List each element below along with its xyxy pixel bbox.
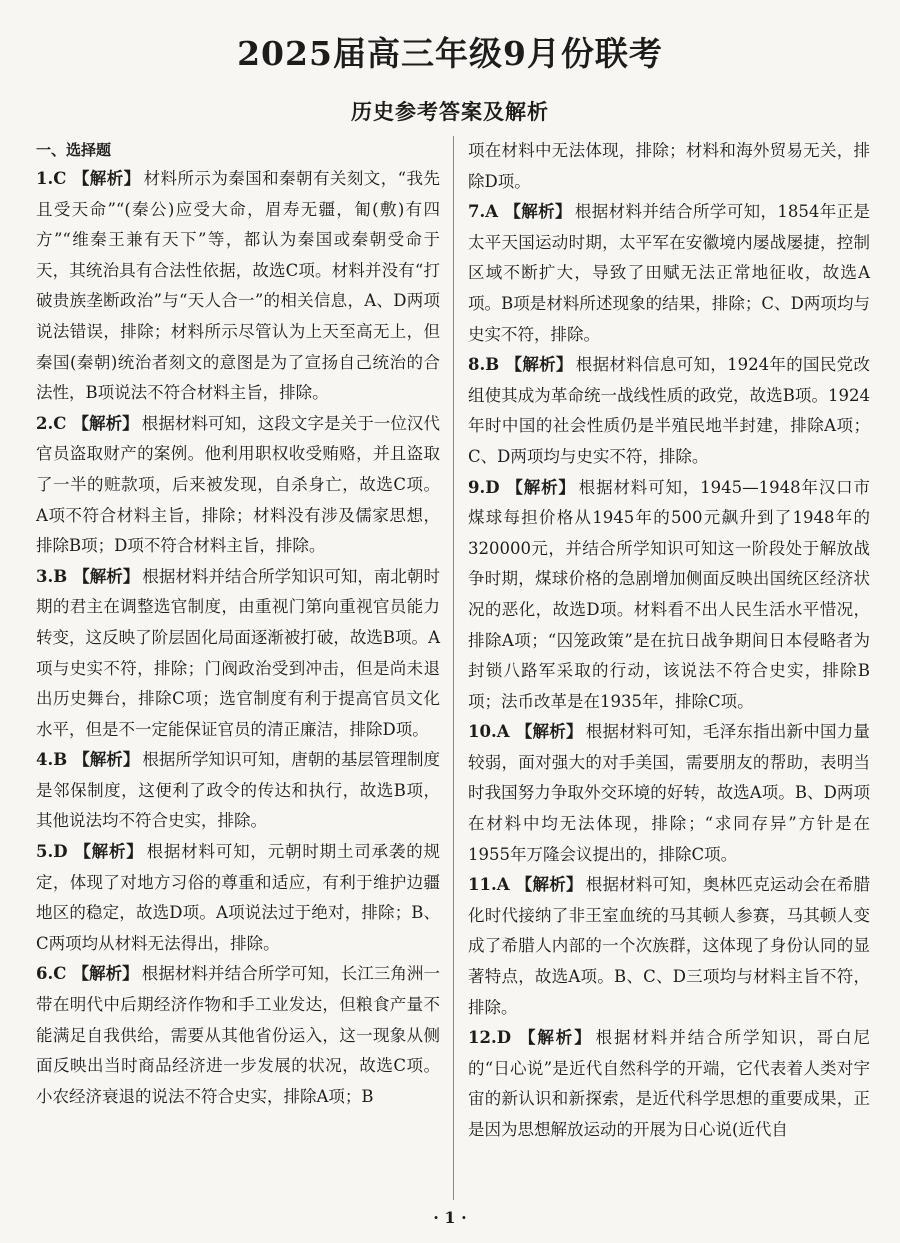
answer-item: [468, 1023, 870, 1145]
answer-letter: B: [485, 355, 500, 375]
answer-letter: C: [53, 169, 67, 188]
answer-letter: A: [496, 722, 510, 742]
analysis-text: 根据材料信息可知，1924年的国民党改组使其成为革命统一战线性质的政党，故选B项。1924年时中国的社会性质仍是半殖民地半封建，排除A项；C、D两项均与史实不符，排除。: [468, 355, 870, 466]
answer-letter: C: [53, 964, 67, 984]
question-number: 1.: [36, 169, 54, 188]
answer-letter: B: [53, 566, 68, 586]
document-subtitle: 历史参考答案及解析: [351, 99, 549, 124]
analysis-text: 根据材料可知，元朝时期土司承袭的规定，体现了对地方习俗的尊重和适应，有利于维护边疆地区的稳定，故选D项。A项说法过于绝对，排除；B、C两项均从材料无法得出，排除。: [36, 842, 441, 953]
answer-item: [468, 197, 870, 350]
page-number: · 1 ·: [433, 1208, 467, 1227]
analysis-text: 材料所示为秦国和秦朝有关刻文，“我先且受天命”“(秦公)应受大命，眉寿无疆，匍(敷)有四方”“维秦王兼有天下”等，都认为秦国或秦朝受命于天，其统治具有合法性依据，故选C项。材料并没有“打破贵族垄断政治”与“天人合一”的相关信息，A、D两项说法错误，排除；材料所示尽管认为上天至高无上，但秦国(秦朝)统治者刻文的意图是为了宣扬自己统治的合法性，B项说法不符合材料主旨，排除。: [36, 169, 440, 403]
answer-item: [36, 959, 440, 1112]
analysis-tag: 【解析】: [505, 477, 576, 497]
analysis-tag: 【解析】: [73, 842, 144, 862]
question-number: 8.: [468, 355, 486, 375]
answer-item: [36, 164, 440, 409]
analysis-text: 根据材料并结合所学可知，长江三角洲一带在明代中后期经济作物和手工业发达，但粮食产量不能满足自我供给，需要从其他省份运入，这一现象从侧面反映出当时商品经济进一步发展的状况，故选C项。小农经济衰退的说法不符合史实，排除A项；B: [36, 964, 441, 1106]
answer-letter: D: [496, 1028, 512, 1048]
answer-letter: D: [485, 477, 500, 497]
answer-item: [468, 473, 870, 718]
question-number: 6.: [36, 964, 54, 984]
analysis-text: 根据材料可知，1945—1948年汉口市煤球每担价格从1945年的500元飙升到了1948年的320000元，并结合所学知识可知这一阶段处于解放战争时期，煤球价格的急剧增加侧面反映出国统区经济状况的恶化，故选D项。材料看不出人民生活水平惜况，排除A项；“囚笼政策”是在抗日战争期间日本侵略者为封锁八路军采取的行动，该说法不符合史实，排除B项；法币改革是在1935年，排除C项。: [468, 477, 871, 711]
question-number: 10.: [468, 722, 497, 742]
analysis-text: 根据材料可知，毛泽东指出新中国力量较弱，面对强大的对手美国，需要朋友的帮助，表明当时我国努力争取外交环境的好转，故选A项。B、D两项在材料中均无法体现，排除；“求同存异”方针是在1955年万隆会议提出的，排除C项。: [468, 722, 871, 864]
question-number: 4.: [36, 750, 54, 770]
answer-letter: D: [53, 842, 68, 862]
answer-letter: C: [53, 413, 67, 433]
analysis-tag: 【解析】: [72, 413, 139, 433]
analysis-tag: 【解析】: [73, 750, 140, 770]
answer-item: [36, 745, 440, 837]
analysis-tag: 【解析】: [515, 722, 583, 742]
analysis-tag: 【解析】: [515, 875, 583, 895]
answer-item: [468, 870, 870, 1023]
answer-letter: A: [496, 875, 510, 895]
answer-item: [36, 837, 440, 959]
question-number: 12.: [468, 1028, 497, 1048]
answer-item: [36, 409, 440, 562]
right-column: [468, 136, 870, 1146]
question-number: 3.: [36, 566, 54, 586]
analysis-tag: 【解析】: [505, 355, 573, 375]
analysis-text: 根据材料可知，这段文字是关于一位汉代官员盗取财产的案例。他利用职权收受贿赂，并且盗取了一半的赃款项，后来被发现，自杀身亡，故选C项。A项不符合材料主旨，排除；材料没有涉及儒家思想，排除B项；D项不符合材料主旨，排除。: [36, 413, 441, 556]
analysis-tag: 【解析】: [73, 566, 140, 586]
left-answer-list: [36, 164, 440, 1112]
answer-item: [36, 562, 440, 746]
right-answer-list: [468, 197, 870, 1145]
section-heading: 一、选择题: [36, 141, 112, 159]
question-number: 11.: [468, 875, 497, 895]
analysis-tag: 【解析】: [72, 964, 139, 984]
analysis-tag: 【解析】: [517, 1028, 593, 1048]
analysis-tag: 【解析】: [504, 202, 572, 222]
analysis-tag: 【解析】: [72, 169, 141, 188]
document-title: 2025届高三年级9月份联考: [237, 34, 663, 73]
question-number: 9.: [468, 477, 486, 497]
column-divider: [453, 136, 454, 1200]
analysis-text: 根据材料可知，奥林匹克运动会在希腊化时代接纳了非王室血统的马其顿人参赛，马其顿人变成了希腊人内部的一个次族群，这体现了身份认同的显著特点，故选A项。B、C、D三项均与材料主旨不符，排除。: [468, 875, 871, 1017]
question-number: 2.: [36, 413, 54, 433]
analysis-text: 根据材料并结合所学可知，1854年正是太平天国运动时期，太平军在安徽境内屡战屡捷，控制区域不断扩大，导致了田赋无法正常地征收，故选A项。B项是材料所述现象的结果，排除；C、D两项均与史实不符，排除。: [468, 202, 871, 344]
question-number: 7.: [468, 202, 486, 222]
answer-letter: B: [53, 750, 68, 770]
question-number: 5.: [36, 842, 54, 862]
analysis-text: 根据材料并结合所学知识，哥白尼的“日心说”是近代自然科学的开端，它代表着人类对宇宙的新认识和新探索，是近代科学思想的重要成果，正是因为思想解放运动的开展为日心说(近代自: [468, 1028, 871, 1139]
answer-letter: A: [485, 202, 499, 222]
answer-item: [468, 717, 870, 870]
left-column: [36, 136, 440, 1112]
answer-item: [468, 350, 870, 472]
analysis-text: 根据所学知识可知，唐朝的基层管理制度是邻保制度，这便利了政令的传达和执行，故选B项，其他说法均不符合史实，排除。: [36, 750, 441, 831]
continuation-text: 项在材料中无法体现，排除；材料和海外贸易无关，排除D项。: [468, 141, 870, 191]
analysis-text: 根据材料并结合所学知识可知，南北朝时期的君主在调整选官制度，由重视门第向重视官员能力转变，这反映了阶层固化局面逐渐被打破，故选B项。A项与史实不符，排除；门阀政治受到冲击，但是尚未退出历史舞台，排除C项；选官制度有利于提高官员文化水平，但是不一定能保证官员的清正廉洁，排除D项。: [36, 566, 441, 739]
